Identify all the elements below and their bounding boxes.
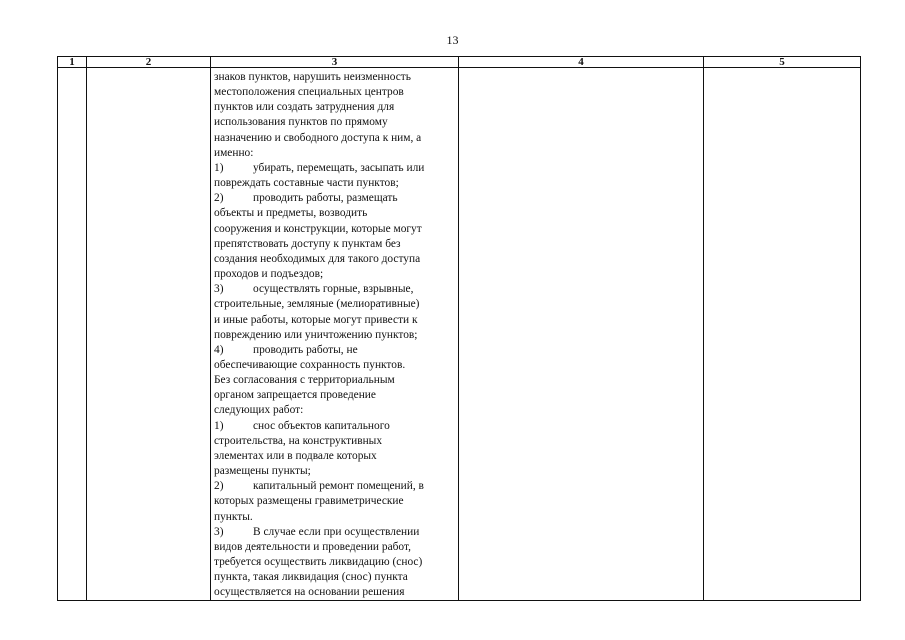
text-line: [214, 191, 458, 206]
line-text: объекты и предметы, возводить: [214, 207, 368, 220]
list-marker: 4): [214, 343, 224, 356]
line-text: органом запрещается проведение: [214, 389, 376, 402]
text-line: [214, 206, 458, 221]
text-line: [214, 237, 458, 252]
text-line: [214, 388, 458, 403]
cell-column-4: [459, 68, 704, 601]
line-text: Без согласования с территориальным: [214, 374, 395, 387]
list-marker: 3): [214, 525, 224, 538]
text-line: [214, 70, 458, 85]
text-line: [214, 222, 458, 237]
column-header-5: 5: [704, 57, 861, 68]
text-line: [214, 252, 458, 267]
text-line: [214, 282, 458, 297]
line-text: капитальный ремонт помещений, в: [253, 480, 424, 493]
cell-column-1: [58, 68, 87, 601]
column-header-4: 4: [459, 57, 704, 68]
line-text: обеспечивающие сохранность пунктов.: [214, 358, 406, 371]
text-line: [214, 525, 458, 540]
list-marker: 2): [214, 192, 224, 205]
line-text: убирать, перемещать, засыпать или: [253, 161, 425, 174]
text-line: [214, 555, 458, 570]
text-line: [214, 146, 458, 161]
cell-column-5: [704, 68, 861, 601]
column-header-1: 1: [58, 57, 87, 68]
text-line: [214, 176, 458, 191]
line-text: пункта, такая ликвидация (снос) пункта: [214, 571, 408, 584]
text-line: [214, 343, 458, 358]
line-text: пунктов или создать затруднения для: [214, 101, 395, 114]
line-text: В случае если при осуществлении: [253, 525, 420, 538]
line-text: размещены пункты;: [214, 465, 311, 478]
line-text: знаков пунктов, нарушить неизменность: [214, 71, 411, 83]
line-text: требуется осуществить ликвидацию (снос): [214, 556, 423, 568]
text-line: [214, 464, 458, 479]
list-marker: 1): [214, 161, 224, 174]
line-text: осуществлять горные, взрывные,: [253, 283, 414, 296]
text-line: [214, 131, 458, 146]
line-text: снос объектов капитального: [253, 419, 390, 432]
text-line: [214, 115, 458, 130]
line-text: повреждению или уничтожению пунктов;: [214, 328, 418, 341]
line-text: осуществляется на основании решения: [214, 586, 405, 599]
text-line: [214, 510, 458, 525]
column-header-2: 2: [87, 57, 211, 68]
line-text: пункты.: [214, 510, 253, 523]
text-line: [214, 328, 458, 343]
text-line: [214, 313, 458, 328]
text-line: [214, 540, 458, 555]
line-text: видов деятельности и проведении работ,: [214, 540, 411, 553]
table-row: [58, 68, 861, 601]
list-marker: 2): [214, 480, 224, 493]
cell-column-3: [211, 68, 459, 601]
line-text: строительные, земляные (мелиоративные): [214, 298, 420, 311]
text-line: [214, 100, 458, 115]
cell-column-2: [87, 68, 211, 601]
text-line: [214, 267, 458, 282]
column-header-3: 3: [211, 57, 459, 68]
text-line: [214, 434, 458, 449]
line-text: местоположения специальных центров: [214, 86, 404, 99]
text-line: [214, 403, 458, 418]
page-number: 13: [446, 33, 459, 47]
document-table: [57, 56, 861, 601]
text-line: [214, 419, 458, 434]
line-text: которых размещены гравиметрические: [214, 495, 404, 508]
line-text: и иные работы, которые могут привести к: [214, 313, 418, 326]
line-text: следующих работ:: [214, 404, 304, 417]
text-line: [214, 373, 458, 388]
line-text: строительства, на конструктивных: [214, 434, 383, 447]
list-marker: 3): [214, 283, 224, 296]
text-line: [214, 85, 458, 100]
text-line: [214, 449, 458, 464]
text-line: [214, 494, 458, 509]
line-text: проводить работы, не: [253, 343, 358, 356]
table-header-row: [58, 57, 861, 68]
line-text: препятствовать доступу к пунктам без: [214, 237, 401, 250]
text-line: [214, 479, 458, 494]
text-line: [214, 297, 458, 312]
line-text: проводить работы, размещать: [253, 192, 398, 205]
line-text: назначению и свободного доступа к ним, а: [214, 131, 422, 144]
list-marker: 1): [214, 419, 224, 432]
line-text: именно:: [214, 146, 254, 159]
line-text: сооружения и конструкции, которые могут: [214, 222, 422, 235]
line-text: элементах или в подвале которых: [214, 449, 377, 462]
line-text: повреждать составные части пунктов;: [214, 177, 399, 190]
col3-text: [211, 68, 458, 600]
text-line: [214, 570, 458, 585]
text-line: [214, 358, 458, 373]
text-line: [214, 585, 458, 600]
text-line: [214, 161, 458, 176]
line-text: проходов и подъездов;: [214, 268, 324, 281]
line-text: создания необходимых для такого доступа: [214, 252, 421, 265]
line-text: использования пунктов по прямому: [214, 116, 388, 129]
